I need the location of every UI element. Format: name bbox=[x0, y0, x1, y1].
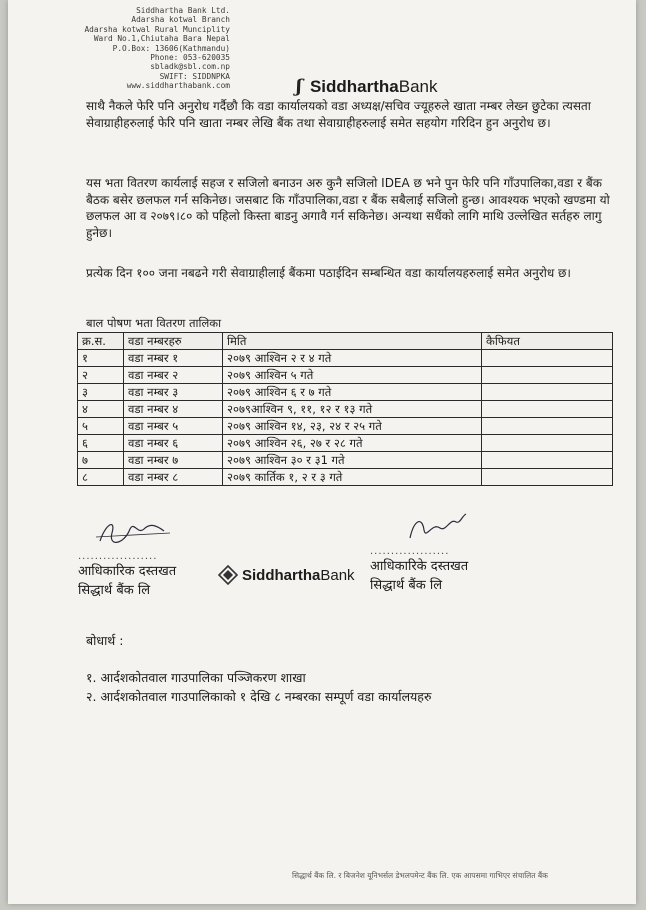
cell-ward: वडा नम्बर ७ bbox=[124, 452, 223, 469]
cell-ward: वडा नम्बर ५ bbox=[124, 418, 223, 435]
cell-serial: ३ bbox=[78, 384, 124, 401]
distribution-schedule-table bbox=[77, 332, 613, 486]
signature-title: आधिकारिक दस्तखत bbox=[78, 564, 177, 579]
table-row bbox=[78, 401, 613, 418]
signature-org: सिद्धार्थ बैंक लि bbox=[370, 578, 443, 593]
address-line: P.O.Box: 13606(Kathmandu) bbox=[112, 43, 230, 53]
col-ward: वडा नम्बरहरु bbox=[124, 333, 223, 350]
signature-dots: ................... bbox=[78, 551, 158, 562]
cell-date: २०७९ आश्विन २ र ४ गते bbox=[223, 350, 482, 367]
signature-dots: ................... bbox=[370, 546, 450, 557]
cell-serial: ८ bbox=[78, 469, 124, 486]
cell-date: २०७९ कार्तिक १, २ र ३ गते bbox=[223, 469, 482, 486]
address-line: Phone: 053-620035 bbox=[150, 53, 230, 63]
cc-heading: बोधार्थ : bbox=[86, 633, 124, 648]
bank-logo-icon: ʃ bbox=[296, 76, 302, 97]
signature-title: आधिकारिके दस्तखत bbox=[370, 559, 469, 574]
cc-item: १. आर्दशकोतवाल गाउपालिका पञ्जिकरण शाखा bbox=[86, 670, 306, 685]
cell-ward: वडा नम्बर ३ bbox=[124, 384, 223, 401]
table-row bbox=[78, 452, 613, 469]
cell-ward: वडा नम्बर ८ bbox=[124, 469, 223, 486]
signature-block-left bbox=[78, 515, 218, 600]
letter-page bbox=[8, 0, 636, 904]
cc-list bbox=[86, 668, 431, 706]
cell-remarks bbox=[482, 384, 613, 401]
address-line: www.siddharthabank.com bbox=[126, 81, 230, 91]
table-row bbox=[78, 367, 613, 384]
address-line: Ward No.1,Chiutaha Bara Nepal bbox=[93, 34, 230, 44]
cell-date: २०७९ आश्विन १४, २३, २४ र २५ गते bbox=[223, 418, 482, 435]
cell-serial: ६ bbox=[78, 435, 124, 452]
cell-date: २०७९ आश्विन २६, २७ र २८ गते bbox=[223, 435, 482, 452]
cell-remarks bbox=[482, 401, 613, 418]
table-row bbox=[78, 350, 613, 367]
table-row bbox=[78, 384, 613, 401]
cell-remarks bbox=[482, 418, 613, 435]
cc-item: २. आर्दशकोतवाल गाउपालिकाको १ देखि ८ नम्बरका सम्पूर्ण वडा कार्यालयहरु bbox=[86, 689, 432, 704]
handwritten-signature-right bbox=[370, 510, 480, 542]
cell-remarks bbox=[482, 350, 613, 367]
handwritten-signature-left bbox=[78, 515, 178, 547]
table-row bbox=[78, 469, 613, 486]
bank-stamp-logo bbox=[218, 565, 355, 585]
col-serial: क्र.स. bbox=[78, 333, 124, 350]
address-line: Siddhartha Bank Ltd. bbox=[136, 6, 230, 15]
cell-serial: १ bbox=[78, 350, 124, 367]
cell-serial: २ bbox=[78, 367, 124, 384]
table-header-row bbox=[78, 333, 613, 350]
bank-stamp-text: SiddharthaBank bbox=[242, 566, 355, 584]
cell-date: २०७९ आश्विन ५ गते bbox=[223, 367, 482, 384]
paragraph-request-account: साथै नैकले फेरि पनि अनुरोध गर्दैछौ कि वडा कार्यालयको वडा अध्यक्ष/सचिव ज्यूहरुले खाता नम्बर लेख्न छुटेका त्यसता सेवाग्राहीहरुलाई फेरि पनि खाता नम्बर लेखि बैंक तथा सेवाग्राहीहरुलाई समेत सहयोग गरिदिन हुन अनुरोध छ। bbox=[86, 99, 591, 130]
cell-ward: वडा नम्बर ४ bbox=[124, 401, 223, 418]
bank-emblem-icon bbox=[218, 565, 238, 585]
cell-serial: ५ bbox=[78, 418, 124, 435]
cell-remarks bbox=[482, 367, 613, 384]
cell-date: २०७९आश्विन ९, ११, १२ र १३ गते bbox=[223, 401, 482, 418]
paragraph-idea-discussion: यस भता वितरण कार्यलाई सहज र सजिलो बनाउन अरु कुनै सजिलो IDEA छ भने पुन फेरि पनि गाँउपालिका,वडा र बैंक बैठक बसेर छलफल गर्न सकिनेछ। जसबाट कि गाँउपालिका,वडा र बैंक सबैलाई सजिलो हुन्छ। आवश्यक भएको खण्डमा यो छलफल आ व २०७९।८० को पहिलो किस्ता बाडनु अगावै गर्न सकिनेछ। अन्यथा सधैंको लागि माथि उल्लेखित सर्तहरु लागु हुनेछ। bbox=[86, 176, 610, 240]
bank-logo-text: SiddharthaBank bbox=[309, 76, 438, 96]
bank-logo bbox=[296, 76, 438, 97]
cell-date: २०७९ आश्विन ६ र ७ गते bbox=[223, 384, 482, 401]
cell-ward: वडा नम्बर १ bbox=[124, 350, 223, 367]
cell-serial: ७ bbox=[78, 452, 124, 469]
cell-serial: ४ bbox=[78, 401, 124, 418]
cell-date: २०७९ आश्विन ३० र ३1 गते bbox=[223, 452, 482, 469]
cell-remarks bbox=[482, 469, 613, 486]
paragraph-daily-limit: प्रत्येक दिन १०० जना नबढने गरी सेवाग्राहीलाई बैंकमा पठाईदिन सम्बन्धित वडा कार्यालयहरुलाई समेत अनुरोध छ। bbox=[86, 266, 571, 280]
table-row bbox=[78, 435, 613, 452]
cell-ward: वडा नम्बर ६ bbox=[124, 435, 223, 452]
table-caption: बाल पोषण भता वितरण तालिका bbox=[86, 316, 222, 330]
cell-ward: वडा नम्बर २ bbox=[124, 367, 223, 384]
signature-block-right bbox=[370, 510, 520, 595]
cell-remarks bbox=[482, 435, 613, 452]
col-remarks: कैफियत bbox=[482, 333, 613, 350]
address-line: SWIFT: SIDDNPKA bbox=[159, 71, 230, 81]
address-line: sbladk@sbl.com.np bbox=[150, 62, 230, 72]
table-row bbox=[78, 418, 613, 435]
signature-org: सिद्धार्थ बैंक लि bbox=[78, 583, 151, 598]
address-line: Adarsha kotwal Branch bbox=[131, 15, 230, 25]
bank-address-block bbox=[74, 6, 230, 91]
footer-note: सिद्धार्थ बैंक लि. र बिजनेश यूनिभर्सल डेभलपमेन्ट बैंक लि. एक आपसमा गाभिएर संचालित बैंक bbox=[292, 871, 548, 880]
address-line: Adarsha kotwal Rural Munciplity bbox=[84, 24, 230, 34]
cell-remarks bbox=[482, 452, 613, 469]
col-date: मिति bbox=[223, 333, 482, 350]
